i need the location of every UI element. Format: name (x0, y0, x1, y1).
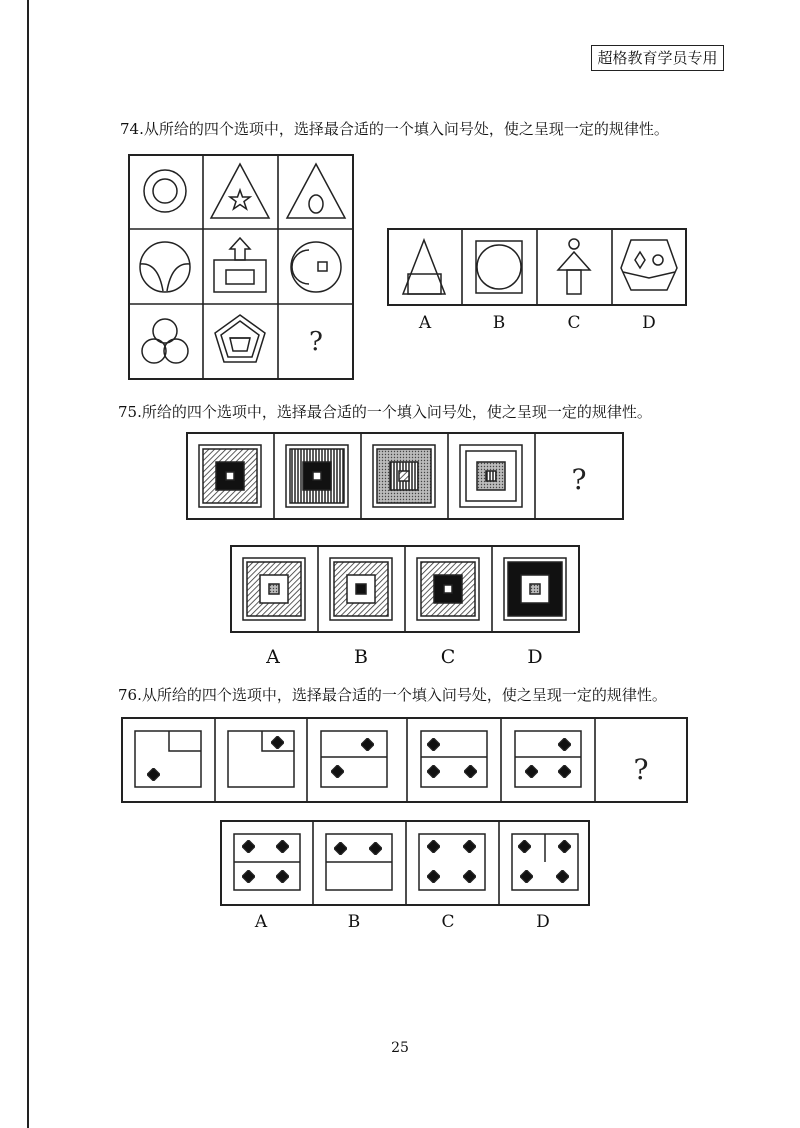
q74-options (387, 228, 687, 306)
option-b-figure (330, 558, 392, 620)
question-number: 76. (118, 686, 142, 704)
sequence-question-mark: ? (633, 753, 649, 786)
question-76 (118, 684, 667, 705)
page-number: 25 (391, 1040, 409, 1056)
sequence-figure-2 (228, 731, 294, 787)
sequence-figure-4 (421, 731, 487, 787)
q74-option-label-c: C (567, 313, 581, 333)
nested-pentagons-figure (215, 315, 265, 362)
option-a-figure (243, 558, 305, 620)
sequence-figure-1 (199, 445, 261, 507)
q74-option-label-b: B (492, 313, 506, 333)
q75-sequence-row (186, 432, 624, 520)
q76-option-label-b: B (347, 912, 361, 932)
question-text: 所给的四个选项中，选择最合适的一个填入问号处，使之呈现一定的规律性。 (141, 403, 652, 421)
sequence-figure-3 (373, 445, 435, 507)
question-text: 从所给的四个选项中，选择最合适的一个填入问号处，使之呈现一定的规律性。 (141, 686, 667, 704)
question-number: 75. (118, 403, 142, 421)
question-74 (120, 118, 669, 139)
arrow-rectangles-figure (214, 238, 266, 292)
concentric-circles-figure (144, 170, 186, 212)
q74-figure-grid (128, 154, 354, 380)
q76-option-label-d: D (536, 912, 550, 932)
q74-option-label-a: A (418, 313, 432, 333)
sequence-figure-1 (135, 731, 201, 787)
grid-question-mark: ? (309, 327, 323, 357)
triangle-star-figure (211, 164, 269, 218)
option-d-figure (512, 834, 578, 890)
watermark-stamp: 超格教育学员专用 (591, 45, 724, 71)
three-circles-figure (142, 319, 188, 363)
sequence-figure-3 (321, 731, 387, 787)
q76-options (220, 820, 590, 906)
q75-option-label-d: D (527, 646, 543, 668)
sequence-figure-5 (515, 731, 581, 787)
q74-option-label-d: D (642, 313, 656, 333)
triangle-oval-figure (287, 164, 345, 218)
binding-line (27, 0, 29, 1128)
option-d-figure (621, 240, 677, 290)
q75-options (230, 545, 580, 633)
q75-option-label-b: B (354, 646, 368, 668)
q76-option-label-a: A (254, 912, 268, 932)
option-b-figure (476, 241, 522, 293)
sequence-figure-2 (286, 445, 348, 507)
option-d-figure (504, 558, 566, 620)
option-c-figure (558, 239, 590, 294)
q76-option-label-c: C (441, 912, 455, 932)
q76-sequence-row (121, 717, 688, 803)
question-number: 74. (120, 120, 144, 138)
option-c-figure (419, 834, 485, 890)
option-b-figure (326, 834, 392, 890)
q75-option-label-c: C (440, 646, 456, 668)
sequence-question-mark: ? (571, 463, 587, 496)
option-a-figure (234, 834, 300, 890)
circle-curves-figure (140, 242, 190, 292)
sequence-figure-4 (460, 445, 522, 507)
question-text: 从所给的四个选项中，选择最合适的一个填入问号处，使之呈现一定的规律性。 (143, 120, 669, 138)
option-a-figure (403, 240, 445, 294)
question-75 (118, 401, 652, 422)
q75-option-label-a: A (266, 646, 280, 668)
option-c-figure (417, 558, 479, 620)
crescent-square-figure (291, 242, 341, 292)
